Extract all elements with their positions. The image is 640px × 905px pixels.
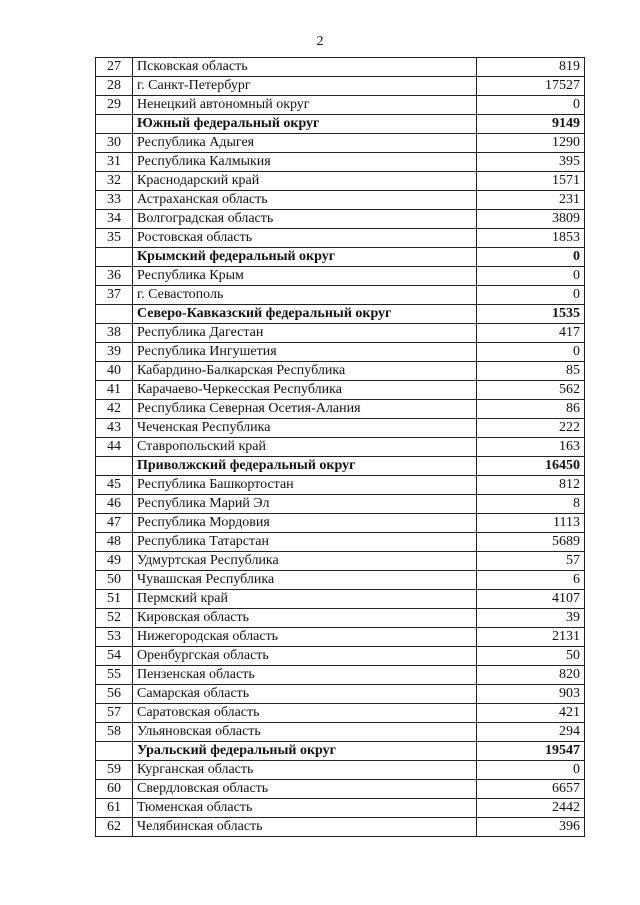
row-number-cell: 38 (96, 324, 133, 343)
region-row (96, 514, 585, 533)
value-cell: 17527 (477, 77, 585, 96)
value-cell: 395 (477, 153, 585, 172)
row-number-cell: 28 (96, 77, 133, 96)
region-row (96, 438, 585, 457)
value-cell: 8 (477, 495, 585, 514)
region-row (96, 685, 585, 704)
district-row (96, 248, 585, 267)
region-name-cell: Кабардино-Балкарская Республика (133, 362, 477, 381)
region-row (96, 628, 585, 647)
value-cell: 163 (477, 438, 585, 457)
region-name-cell: Республика Дагестан (133, 324, 477, 343)
region-row (96, 172, 585, 191)
row-number-cell (96, 115, 133, 134)
region-row (96, 58, 585, 77)
value-cell: 86 (477, 400, 585, 419)
row-number-cell: 27 (96, 58, 133, 77)
region-name-cell: Южный федеральный округ (133, 115, 477, 134)
region-row (96, 400, 585, 419)
value-cell: 1853 (477, 229, 585, 248)
row-number-cell: 49 (96, 552, 133, 571)
value-cell: 6 (477, 571, 585, 590)
region-row (96, 229, 585, 248)
region-name-cell: Республика Калмыкия (133, 153, 477, 172)
row-number-cell: 52 (96, 609, 133, 628)
region-row (96, 571, 585, 590)
value-cell: 294 (477, 723, 585, 742)
row-number-cell: 45 (96, 476, 133, 495)
region-row (96, 381, 585, 400)
row-number-cell: 29 (96, 96, 133, 115)
value-cell: 820 (477, 666, 585, 685)
value-cell: 0 (477, 267, 585, 286)
district-row (96, 742, 585, 761)
district-row (96, 457, 585, 476)
value-cell: 562 (477, 381, 585, 400)
region-row (96, 77, 585, 96)
region-row (96, 286, 585, 305)
region-name-cell: Пензенская область (133, 666, 477, 685)
row-number-cell (96, 248, 133, 267)
row-number-cell: 56 (96, 685, 133, 704)
value-cell: 4107 (477, 590, 585, 609)
row-number-cell: 57 (96, 704, 133, 723)
region-name-cell: Челябинская область (133, 818, 477, 837)
value-cell: 57 (477, 552, 585, 571)
region-name-cell: Курганская область (133, 761, 477, 780)
region-row (96, 704, 585, 723)
region-name-cell: Псковская область (133, 58, 477, 77)
region-name-cell: Уральский федеральный округ (133, 742, 477, 761)
value-cell: 222 (477, 419, 585, 438)
region-row (96, 647, 585, 666)
value-cell: 903 (477, 685, 585, 704)
value-cell: 819 (477, 58, 585, 77)
region-name-cell: Крымский федеральный округ (133, 248, 477, 267)
region-row (96, 780, 585, 799)
row-number-cell: 60 (96, 780, 133, 799)
row-number-cell: 36 (96, 267, 133, 286)
value-cell: 0 (477, 761, 585, 780)
row-number-cell: 50 (96, 571, 133, 590)
row-number-cell: 58 (96, 723, 133, 742)
row-number-cell: 59 (96, 761, 133, 780)
region-name-cell: Республика Татарстан (133, 533, 477, 552)
region-name-cell: Республика Башкортостан (133, 476, 477, 495)
row-number-cell: 53 (96, 628, 133, 647)
region-name-cell: Республика Марий Эл (133, 495, 477, 514)
district-row (96, 115, 585, 134)
region-name-cell: Краснодарский край (133, 172, 477, 191)
row-number-cell: 62 (96, 818, 133, 837)
region-name-cell: Астраханская область (133, 191, 477, 210)
row-number-cell: 32 (96, 172, 133, 191)
value-cell: 16450 (477, 457, 585, 476)
value-cell: 3809 (477, 210, 585, 229)
value-cell: 421 (477, 704, 585, 723)
region-row (96, 533, 585, 552)
region-row (96, 362, 585, 381)
region-name-cell: Нижегородская область (133, 628, 477, 647)
value-cell: 2442 (477, 799, 585, 818)
district-row (96, 305, 585, 324)
value-cell: 19547 (477, 742, 585, 761)
row-number-cell: 33 (96, 191, 133, 210)
region-name-cell: Свердловская область (133, 780, 477, 799)
region-name-cell: Ненецкий автономный округ (133, 96, 477, 115)
row-number-cell: 31 (96, 153, 133, 172)
row-number-cell (96, 305, 133, 324)
row-number-cell: 47 (96, 514, 133, 533)
value-cell: 1113 (477, 514, 585, 533)
region-name-cell: Тюменская область (133, 799, 477, 818)
region-name-cell: г. Санкт-Петербург (133, 77, 477, 96)
region-row (96, 134, 585, 153)
region-name-cell: Северо-Кавказский федеральный округ (133, 305, 477, 324)
region-name-cell: Республика Ингушетия (133, 343, 477, 362)
region-name-cell: Республика Крым (133, 267, 477, 286)
value-cell: 417 (477, 324, 585, 343)
region-name-cell: Саратовская область (133, 704, 477, 723)
region-name-cell: Ставропольский край (133, 438, 477, 457)
region-name-cell: Самарская область (133, 685, 477, 704)
region-row (96, 609, 585, 628)
region-row (96, 153, 585, 172)
row-number-cell: 41 (96, 381, 133, 400)
row-number-cell: 34 (96, 210, 133, 229)
region-name-cell: Оренбургская область (133, 647, 477, 666)
region-name-cell: Кировская область (133, 609, 477, 628)
value-cell: 0 (477, 96, 585, 115)
region-row (96, 495, 585, 514)
value-cell: 0 (477, 343, 585, 362)
row-number-cell: 39 (96, 343, 133, 362)
row-number-cell (96, 742, 133, 761)
page-number: 2 (316, 34, 324, 49)
region-name-cell: Республика Адыгея (133, 134, 477, 153)
value-cell: 1290 (477, 134, 585, 153)
value-cell: 2131 (477, 628, 585, 647)
region-name-cell: Ростовская область (133, 229, 477, 248)
region-row (96, 761, 585, 780)
region-row (96, 96, 585, 115)
regions-table-body (96, 58, 585, 837)
region-row (96, 818, 585, 837)
region-name-cell: г. Севастополь (133, 286, 477, 305)
region-name-cell: Удмуртская Республика (133, 552, 477, 571)
row-number-cell: 54 (96, 647, 133, 666)
row-number-cell: 46 (96, 495, 133, 514)
region-row (96, 476, 585, 495)
region-name-cell: Волгоградская область (133, 210, 477, 229)
value-cell: 6657 (477, 780, 585, 799)
value-cell: 9149 (477, 115, 585, 134)
region-row (96, 324, 585, 343)
row-number-cell: 35 (96, 229, 133, 248)
value-cell: 1535 (477, 305, 585, 324)
row-number-cell: 44 (96, 438, 133, 457)
row-number-cell (96, 457, 133, 476)
region-row (96, 210, 585, 229)
row-number-cell: 40 (96, 362, 133, 381)
row-number-cell: 43 (96, 419, 133, 438)
region-row (96, 799, 585, 818)
region-row (96, 723, 585, 742)
region-row (96, 267, 585, 286)
region-row (96, 343, 585, 362)
value-cell: 5689 (477, 533, 585, 552)
row-number-cell: 42 (96, 400, 133, 419)
region-name-cell: Пермский край (133, 590, 477, 609)
row-number-cell: 55 (96, 666, 133, 685)
row-number-cell: 30 (96, 134, 133, 153)
region-row (96, 552, 585, 571)
value-cell: 231 (477, 191, 585, 210)
row-number-cell: 37 (96, 286, 133, 305)
region-row (96, 666, 585, 685)
region-name-cell: Карачаево-Черкесская Республика (133, 381, 477, 400)
value-cell: 50 (477, 647, 585, 666)
region-name-cell: Приволжский федеральный округ (133, 457, 477, 476)
region-row (96, 419, 585, 438)
region-name-cell: Чувашская Республика (133, 571, 477, 590)
row-number-cell: 51 (96, 590, 133, 609)
region-name-cell: Ульяновская область (133, 723, 477, 742)
row-number-cell: 48 (96, 533, 133, 552)
value-cell: 812 (477, 476, 585, 495)
region-row (96, 590, 585, 609)
value-cell: 85 (477, 362, 585, 381)
value-cell: 1571 (477, 172, 585, 191)
value-cell: 396 (477, 818, 585, 837)
value-cell: 0 (477, 286, 585, 305)
region-row (96, 191, 585, 210)
row-number-cell: 61 (96, 799, 133, 818)
value-cell: 0 (477, 248, 585, 267)
regions-table (95, 57, 585, 837)
value-cell: 39 (477, 609, 585, 628)
region-name-cell: Республика Северная Осетия-Алания (133, 400, 477, 419)
region-name-cell: Чеченская Республика (133, 419, 477, 438)
region-name-cell: Республика Мордовия (133, 514, 477, 533)
